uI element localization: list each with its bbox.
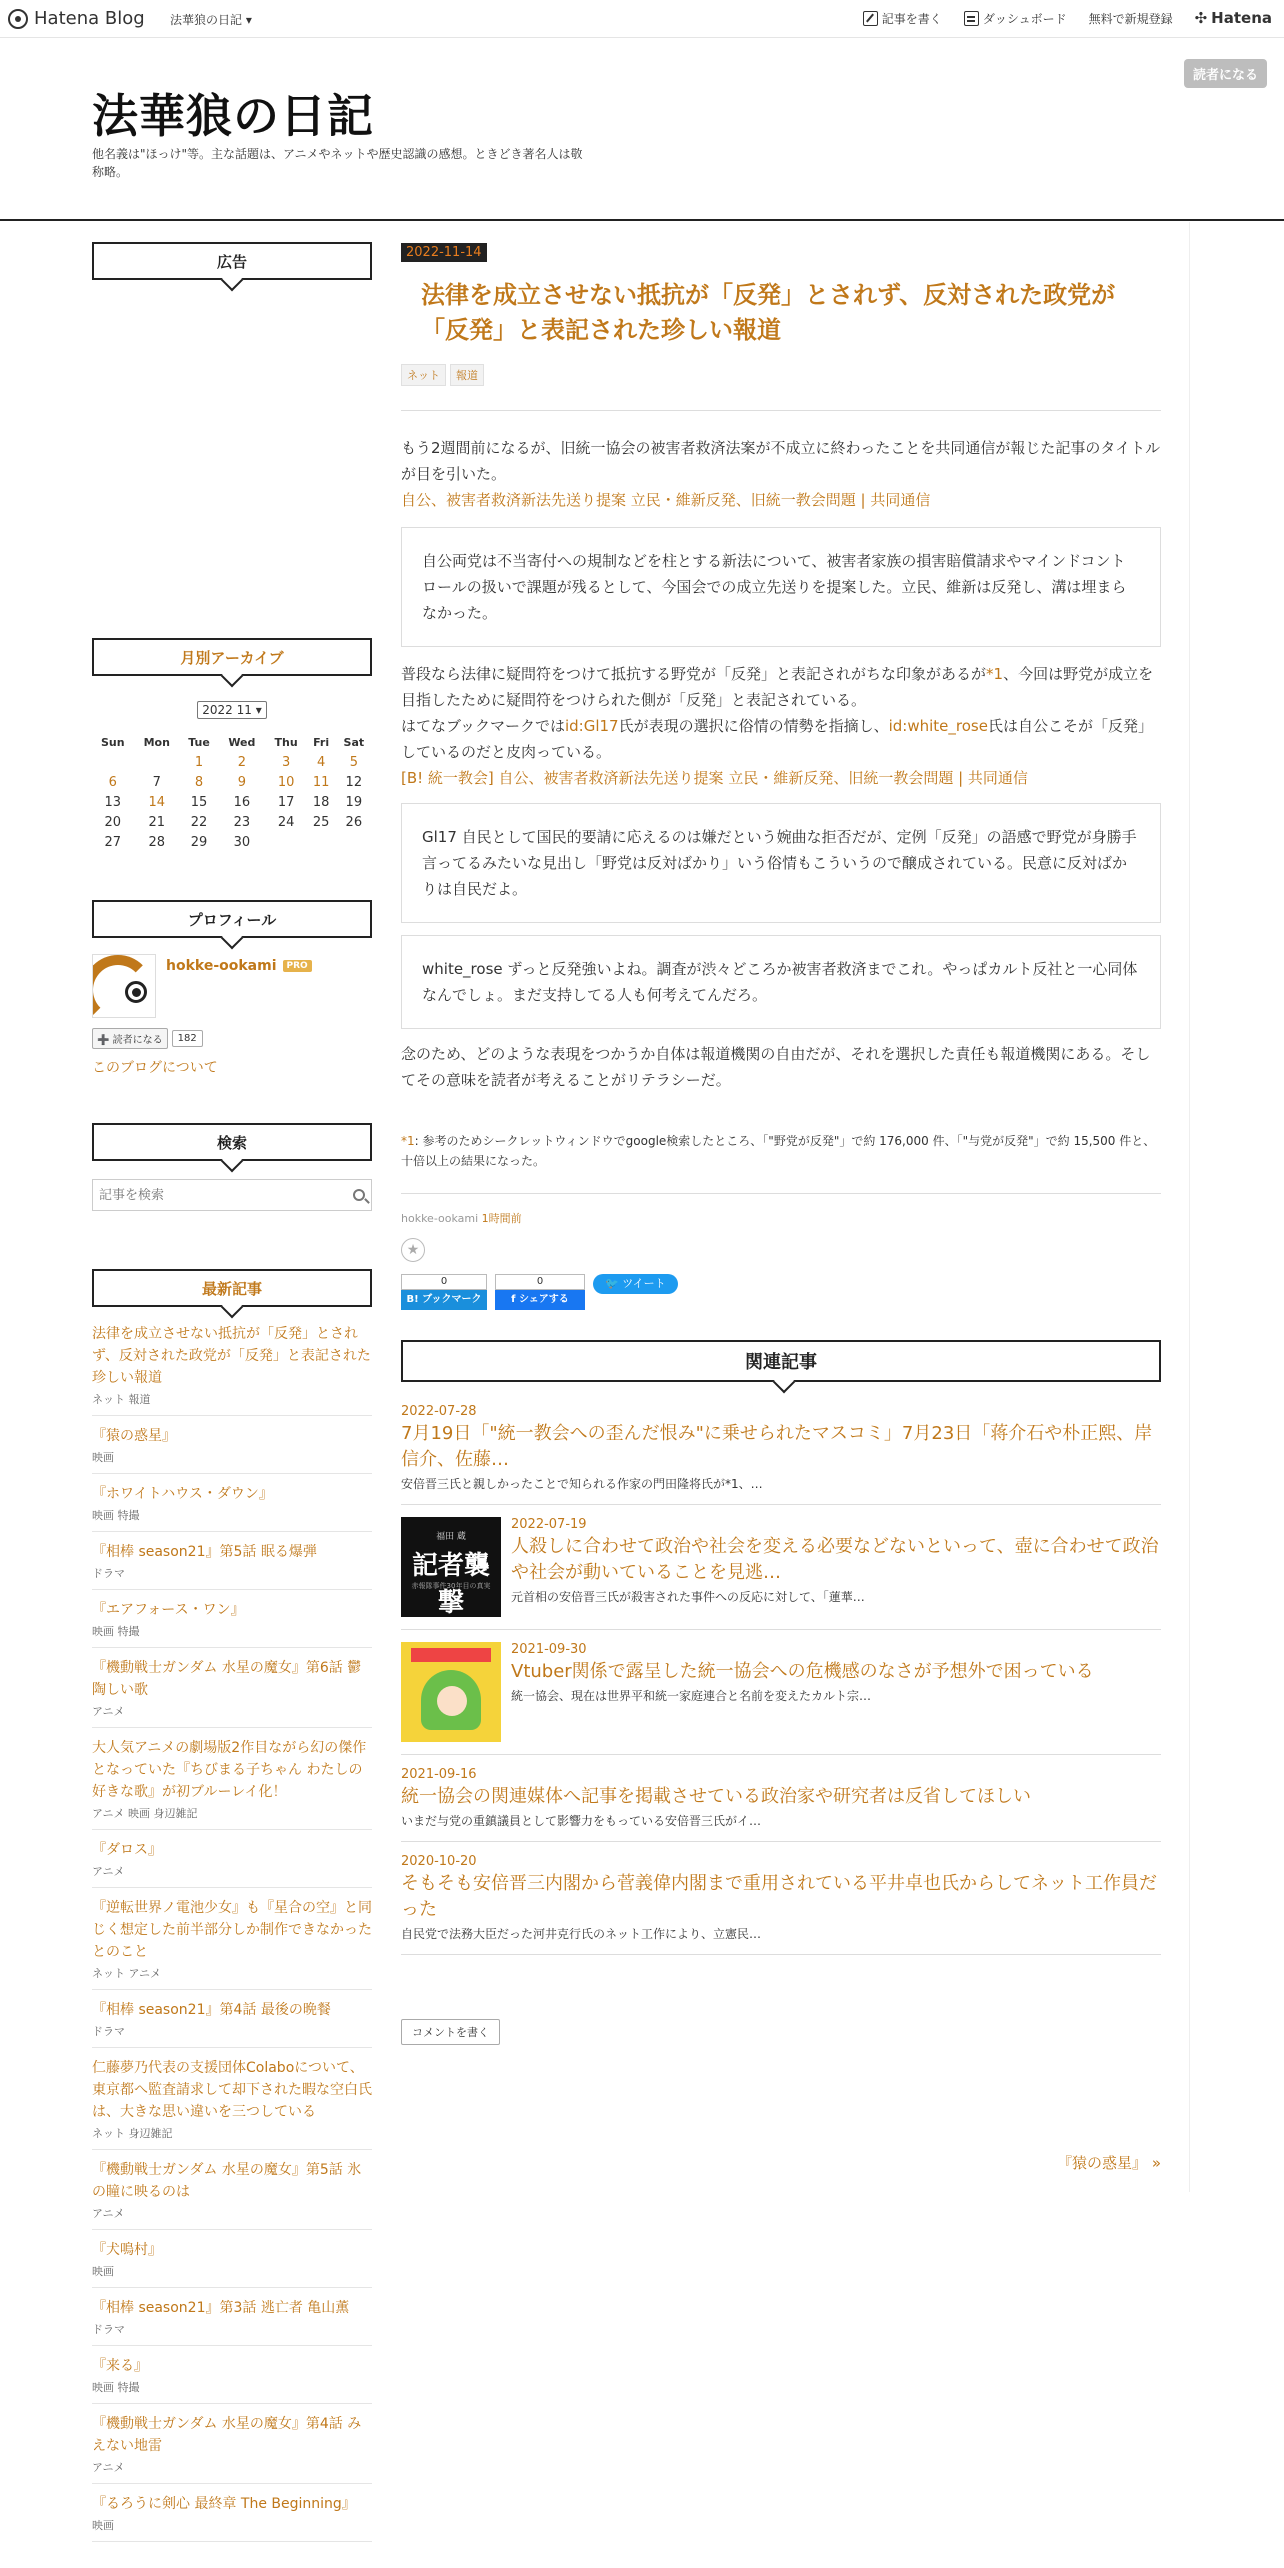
write-article-link[interactable] (863, 10, 942, 27)
recent-article-item (92, 2484, 372, 2542)
global-header (0, 0, 1284, 38)
recent-article-categories[interactable]: 映画 特撮 (92, 2381, 140, 2394)
calendar-day: 12 (345, 774, 363, 790)
blockquote-2: Gl17 自民として国民的要請に応えるのは嫌だという婉曲な拒否だが、定例「反発」の語感で野党が身勝手言ってるみたいな見出し「野党は反対ばかり」いう俗情もこういうので醸成されている。民意に反対ばかりは自民だよ。 (401, 803, 1161, 923)
recent-article-item (92, 1830, 372, 1888)
calendar-day[interactable]: 2 (237, 754, 246, 770)
related-article-snippet: 自民党で法務大臣だった河井克行氏のネット工作により、立憲民… (401, 1927, 762, 1941)
paragraph-4: 念のため、どのような表現をつかうか自体は報道機関の自由だが、それを選択した責任も報道機関にある。そしてその意味を読者が考えることがリテラシーだ。 (401, 1045, 1151, 1089)
divider (401, 410, 1161, 411)
brand-label: Hatena Blog (34, 8, 145, 29)
star-icon: ★ (406, 1242, 420, 1258)
related-article-title[interactable]: 人殺しに合わせて政治や社会を変える必要などないといって、壺に合わせて政治や社会が動いていることを見逃… (511, 1536, 1159, 1583)
related-article-snippet: 安倍晋三氏と親しかったことで知られる作家の門田隆将氏が*1、… (401, 1477, 763, 1491)
recent-article-item (92, 2404, 372, 2484)
recent-article-item (92, 1990, 372, 2048)
related-article-title[interactable]: 7月19日「"統一教会への歪んだ恨み"に乗せられたマスコミ」7月23日「蒋介石や朴正熙、岸信介、佐藤… (401, 1423, 1153, 1470)
article-title[interactable]: 法律を成立させない抵抗が「反発」とされず、反対された政党が「反発」と表記された珍しい報道 (421, 281, 1116, 344)
calendar-day: 25 (312, 814, 330, 830)
paragraph-2-text-a: 普段なら法律に疑問符をつけて抵抗する野党が「反発」と表記されがちな印象があるが (401, 665, 987, 683)
calendar-day[interactable]: 8 (194, 774, 204, 790)
profile-card (92, 954, 372, 1018)
hatena-star-icon: ✣ (1194, 9, 1208, 27)
dashboard-link[interactable] (964, 10, 1067, 27)
recent-article-categories[interactable]: ネット 報道 (92, 1393, 151, 1406)
recent-article-title[interactable]: 仁藤夢乃代表の支援団体Colaboについて、東京都へ監査請求して却下された暇な空白氏は、大きな思い違いを三つしている (92, 2060, 372, 2120)
search-box (92, 1179, 372, 1211)
recent-article-item (92, 1648, 372, 1728)
paragraph-3-text-a: はてなブックマークでは (401, 717, 565, 735)
related-article-item (401, 1630, 1161, 1755)
recent-article-categories[interactable]: アニメ (92, 2207, 125, 2220)
related-article-title[interactable]: そもそも安倍晋三内閣から菅義偉内閣まで重用されている平井卓也氏からしてネット工作員だった (401, 1873, 1157, 1920)
recent-article-title[interactable]: 『犬鳴村』 (92, 2242, 162, 2258)
share-buttons (401, 1274, 1161, 1310)
recent-article-item (92, 1323, 372, 1416)
hatena-menu[interactable] (1195, 9, 1272, 27)
recent-article-item (92, 2048, 372, 2150)
calendar-day: 28 (148, 834, 166, 850)
pen-icon (863, 11, 878, 26)
calendar-day: 24 (277, 814, 295, 830)
recent-article-title[interactable]: 『エアフォース・ワン』 (92, 1602, 245, 1618)
calendar-weekday: Sun (100, 736, 125, 749)
ad-module-title: 広告 (92, 242, 372, 280)
calendar-day: 22 (190, 814, 208, 830)
calendar-day: 18 (312, 794, 330, 810)
main-content (401, 242, 1161, 2172)
hatena-bookmark-link[interactable]: [B! 統一教会] 自公、被害者救済新法先送り提案 立民・維新反発、旧統一教会問題 | 共同通信 (401, 769, 1028, 787)
related-article-date: 2022-07-19 (511, 1517, 587, 1532)
author-link[interactable]: hokke-ookami (401, 1212, 479, 1225)
add-star-button[interactable] (401, 1238, 425, 1262)
recent-article-categories[interactable]: 映画 (92, 2265, 114, 2278)
recent-article-categories[interactable]: アニメ 映画 身辺雑記 (92, 1807, 198, 1820)
recent-article-title[interactable]: 『機動戦士ガンダム 水星の魔女』第4話 みえない地雷 (92, 2416, 362, 2454)
hatena-blog-logo[interactable] (8, 8, 145, 29)
recent-article-title[interactable]: 大人気アニメの劇場版2作目ながら幻の傑作となっていた『ちびまる子ちゃん わたしの好きな歌』が初ブルーレイ化！ (92, 1740, 367, 1800)
write-label: 記事を書く (881, 11, 942, 26)
category-tag[interactable]: ネット (401, 364, 446, 386)
category-tag[interactable]: 報道 (450, 364, 484, 386)
related-thumbnail[interactable] (401, 1642, 501, 1742)
calendar-day[interactable]: 9 (237, 774, 246, 790)
subscribe-small-button[interactable]: ➕ 読者になる (92, 1028, 168, 1049)
search-icon[interactable] (353, 1189, 365, 1201)
recent-article-categories[interactable]: 映画 (92, 2519, 114, 2532)
facebook-share-button[interactable]: f シェアする (495, 1290, 585, 1310)
recent-article-title[interactable]: 『逆転世界ノ電池少女』も『星合の空』と同じく想定した前半部分しか制作できなかったとのこと (92, 1900, 372, 1960)
paragraph-3 (401, 713, 1161, 765)
facebook-count: 0 (495, 1274, 585, 1290)
recent-article-title[interactable]: 『ダロス』 (92, 1842, 162, 1858)
subscribe-button[interactable]: 読者になる (1184, 59, 1267, 88)
recent-article-categories[interactable]: ドラマ (92, 1567, 125, 1580)
recent-article-categories[interactable]: 映画 (92, 1451, 114, 1464)
calendar-day: 29 (190, 834, 208, 850)
archive-calendar (92, 733, 372, 852)
write-comment-button[interactable]: コメントを書く (401, 2019, 500, 2045)
related-articles-title: 関連記事 (401, 1340, 1161, 1382)
related-article-title[interactable]: Vtuber関係で露呈した統一協会への危機感のなさが予想外で困っている (511, 1661, 1094, 1682)
sidebar (92, 242, 372, 2542)
twitter-bird-icon: 🐦 (605, 1277, 623, 1290)
calendar-day: 13 (104, 794, 122, 810)
related-articles-list (401, 1392, 1161, 1955)
about-blog-link[interactable]: このブログについて (92, 1060, 218, 1076)
paragraph-2-text-b: 、今回は野党が成立を目指したために疑問符をつけられた側が「反発」と表記されている。 (401, 665, 1154, 709)
calendar-day (134, 752, 180, 772)
hatena-logo-icon (8, 9, 28, 29)
calendar-day: 30 (233, 834, 251, 850)
avatar-eye-icon (125, 981, 147, 1003)
calendar-day: 17 (277, 794, 295, 810)
dashboard-icon (964, 11, 979, 26)
recent-article-categories[interactable]: 映画 特撮 (92, 1625, 140, 1638)
recent-article-title[interactable]: 『るろうに剣心 最終章 The Beginning』 (92, 2496, 356, 2512)
related-article-date: 2022-07-28 (401, 1404, 477, 1419)
paragraph-1: もう2週間前になるが、旧統一協会の被害者救済法案が不成立に終わったことを共同通信が報じた記事のタイトルが目を引いた。 (401, 439, 1161, 483)
calendar-day[interactable]: 10 (277, 774, 295, 790)
calendar-day: 21 (148, 814, 166, 830)
recent-articles-list (92, 1323, 372, 2542)
related-article-item (401, 1755, 1161, 1842)
related-article-snippet: いまだ与党の重鎮議員として影響力をもっている安倍晋三氏がイ… (401, 1814, 762, 1828)
blog-title[interactable]: 法華狼の日記 (92, 89, 374, 143)
recent-article-item (92, 1888, 372, 1990)
thumbnail-text: 福田 蔵 (436, 1532, 466, 1542)
calendar-day: 15 (190, 794, 208, 810)
recent-article-title[interactable]: 『相棒 season21』第5話 眠る爆弾 (92, 1544, 317, 1560)
calendar-weekday: Mon (143, 736, 170, 749)
calendar-weekday: Sat (343, 736, 365, 749)
tweet-label: ツイート (622, 1277, 666, 1290)
calendar-day[interactable]: 5 (349, 754, 358, 770)
article-date[interactable]: 2022-11-14 (401, 243, 487, 262)
footnote (401, 1131, 1161, 1171)
recent-article-title[interactable]: 『ホワイトハウス・ダウン』 (92, 1486, 273, 1502)
calendar-weekday: Tue (188, 736, 210, 749)
related-article-item (401, 1392, 1161, 1505)
calendar-day: 20 (104, 814, 122, 830)
related-article-item (401, 1842, 1161, 1955)
related-article-snippet: 統一協会、現在は世界平和統一家庭連合と名前を変えたカルト宗… (511, 1689, 872, 1703)
recent-article-item (92, 2150, 372, 2230)
kyodo-article-link[interactable]: 自公、被害者救済新法先送り提案 立民・維新反発、旧統一教会問題 | 共同通信 (401, 491, 931, 509)
thumbnail-text: 記者襲撃 (411, 1551, 490, 1617)
recent-article-item (92, 1416, 372, 1474)
avatar[interactable] (92, 954, 156, 1018)
recent-article-categories[interactable]: ネット アニメ (92, 1967, 161, 1980)
calendar-day: 7 (152, 774, 161, 790)
recent-article-title[interactable]: 『機動戦士ガンダム 水星の魔女』第5話 氷の瞳に映るのは (92, 2162, 362, 2200)
dashboard-label: ダッシュボード (982, 11, 1067, 26)
recent-article-categories[interactable]: アニメ (92, 2461, 125, 2474)
article-meta (401, 1193, 1161, 1226)
calendar-day (92, 752, 134, 772)
recent-article-title[interactable]: 『猿の惑星』 (92, 1428, 176, 1444)
related-article-title[interactable]: 統一協会の関連媒体へ記事を掲載させている政治家や研究者は反省してほしい (401, 1786, 1031, 1807)
recent-article-item (92, 1474, 372, 1532)
recent-article-item (92, 2230, 372, 2288)
recent-article-title[interactable]: 『相棒 season21』第3話 逃亡者 亀山薫 (92, 2300, 350, 2316)
calendar-day (307, 832, 336, 852)
bookmark-count[interactable]: 0 (401, 1274, 487, 1290)
thumbnail-text: 赤報隊事件30年目の真実 (411, 1582, 491, 1590)
next-article-link[interactable]: 『猿の惑星』 » (1057, 2154, 1161, 2172)
recent-article-title[interactable]: 『機動戦士ガンダム 水星の魔女』第6話 鬱陶しい歌 (92, 1660, 362, 1698)
calendar-day (336, 832, 372, 852)
calendar-weekday: Thu (274, 736, 298, 749)
paragraph-3-text-b: 氏が表現の選択に俗情の情勢を指摘し、 (618, 717, 889, 735)
calendar-day: 19 (345, 794, 363, 810)
footnote-mark[interactable]: *1 (401, 1134, 415, 1148)
recent-article-categories[interactable]: ネット 身辺雑記 (92, 2127, 173, 2140)
calendar-weekday: Fri (313, 736, 330, 749)
recent-article-categories[interactable]: アニメ (92, 1865, 125, 1878)
calendar-day[interactable]: 3 (281, 754, 291, 770)
recent-article-title[interactable]: 『来る』 (92, 2358, 148, 2374)
footnote-text: : 参考のためシークレットウィンドウでgoogle検索したところ、「"野党が反発"」で約 176,000 件、「"与党が反発"」で約 15,500 件と、十倍以上の結果になった。 (401, 1134, 1156, 1168)
calendar-weekday: Wed (228, 736, 256, 749)
recent-article-item (92, 2288, 372, 2346)
related-article-snippet: 元首相の安倍晋三氏が殺害された事件への反応に対して、「蓮華… (511, 1590, 865, 1604)
profile-module-title: プロフィール (92, 900, 372, 938)
permalink-time[interactable]: 1時間前 (481, 1212, 522, 1225)
hatena-bookmark-button[interactable]: B! ブックマーク (401, 1290, 487, 1310)
related-article-date: 2020-10-20 (401, 1854, 477, 1869)
recent-module-title: 最新記事 (92, 1269, 372, 1307)
related-thumbnail[interactable] (401, 1517, 501, 1617)
calendar-day: 26 (345, 814, 363, 830)
related-article-item (401, 1505, 1161, 1630)
recent-article-title[interactable]: 『相棒 season21』第4話 最後の晩餐 (92, 2002, 331, 2018)
recent-article-item (92, 1590, 372, 1648)
blockquote-1: 自公両党は不当寄付への規制などを柱とする新法について、被害者家族の損害賠償請求やマインドコントロールの扱いで課題が残るとして、今国会での成立先送りを提案した。立民、維新は反発し、溝は埋まらなかった。 (401, 527, 1161, 647)
content-divider (1189, 222, 1190, 2192)
archive-module-title: 月別アーカイブ (92, 638, 372, 676)
paragraph-3-text-c: 氏は自公こそが「反発」しているのだと皮肉っている。 (401, 717, 1153, 761)
user-link-gl17[interactable]: id:Gl17 (564, 717, 619, 735)
search-module-title: 検索 (92, 1123, 372, 1161)
calendar-day[interactable]: 14 (148, 794, 166, 810)
article-categories (401, 364, 1161, 386)
profile-name-link[interactable]: hokke-ookami (166, 958, 277, 974)
calendar-day[interactable]: 4 (316, 754, 326, 770)
calendar-day: 23 (233, 814, 251, 830)
recent-article-categories[interactable]: ドラマ (92, 2025, 125, 2038)
signup-link[interactable]: 無料で新規登録 (1088, 11, 1173, 26)
hatena-label: Hatena (1211, 9, 1272, 27)
calendar-day (266, 832, 307, 852)
calendar-day: 16 (233, 794, 251, 810)
ad-space (92, 280, 372, 638)
pro-badge: PRO (283, 960, 312, 972)
related-article-date: 2021-09-30 (511, 1642, 587, 1657)
related-article-date: 2021-09-16 (401, 1767, 477, 1782)
calendar-day: 27 (104, 834, 122, 850)
recent-article-item (92, 2346, 372, 2404)
recent-article-categories[interactable]: ドラマ (92, 2323, 125, 2336)
blockquote-3: white_rose ずっと反発強いよね。調査が渋々どころか被害者救済までこれ。やっぱカルト反社と一心同体なんでしょ。まだ支持してる人も何考えてんだろ。 (401, 935, 1161, 1029)
recent-article-categories[interactable]: 映画 特撮 (92, 1509, 140, 1522)
recent-article-categories[interactable]: アニメ (92, 1705, 125, 1718)
user-link-white-rose[interactable]: id:white_rose (888, 717, 988, 735)
recent-article-item (92, 1728, 372, 1830)
tweet-button[interactable] (593, 1274, 678, 1294)
calendar-day[interactable]: 1 (194, 754, 204, 770)
recent-article-title[interactable]: 法律を成立させない抵抗が「反発」とされず、反対された政党が「反発」と表記された珍しい報道 (92, 1326, 371, 1386)
subscriber-count[interactable]: 182 (172, 1030, 203, 1047)
blog-description: 他名義は"ほっけ"等。主な話題は、アニメやネットや歴史認識の感想。ときどき著名人は敬称略。 (92, 147, 583, 179)
archive-month-select[interactable]: 2022 11 ▾ (197, 701, 266, 719)
calendar-day[interactable]: 6 (108, 774, 117, 790)
search-input[interactable] (99, 1188, 329, 1203)
blog-header (0, 38, 1284, 221)
paragraph-2 (401, 661, 1161, 713)
blog-menu-dropdown[interactable]: 法華狼の日記 ▾ (170, 13, 252, 27)
footnote-ref[interactable]: *1 (986, 665, 1004, 683)
recent-article-item (92, 1532, 372, 1590)
calendar-day[interactable]: 11 (312, 774, 330, 790)
